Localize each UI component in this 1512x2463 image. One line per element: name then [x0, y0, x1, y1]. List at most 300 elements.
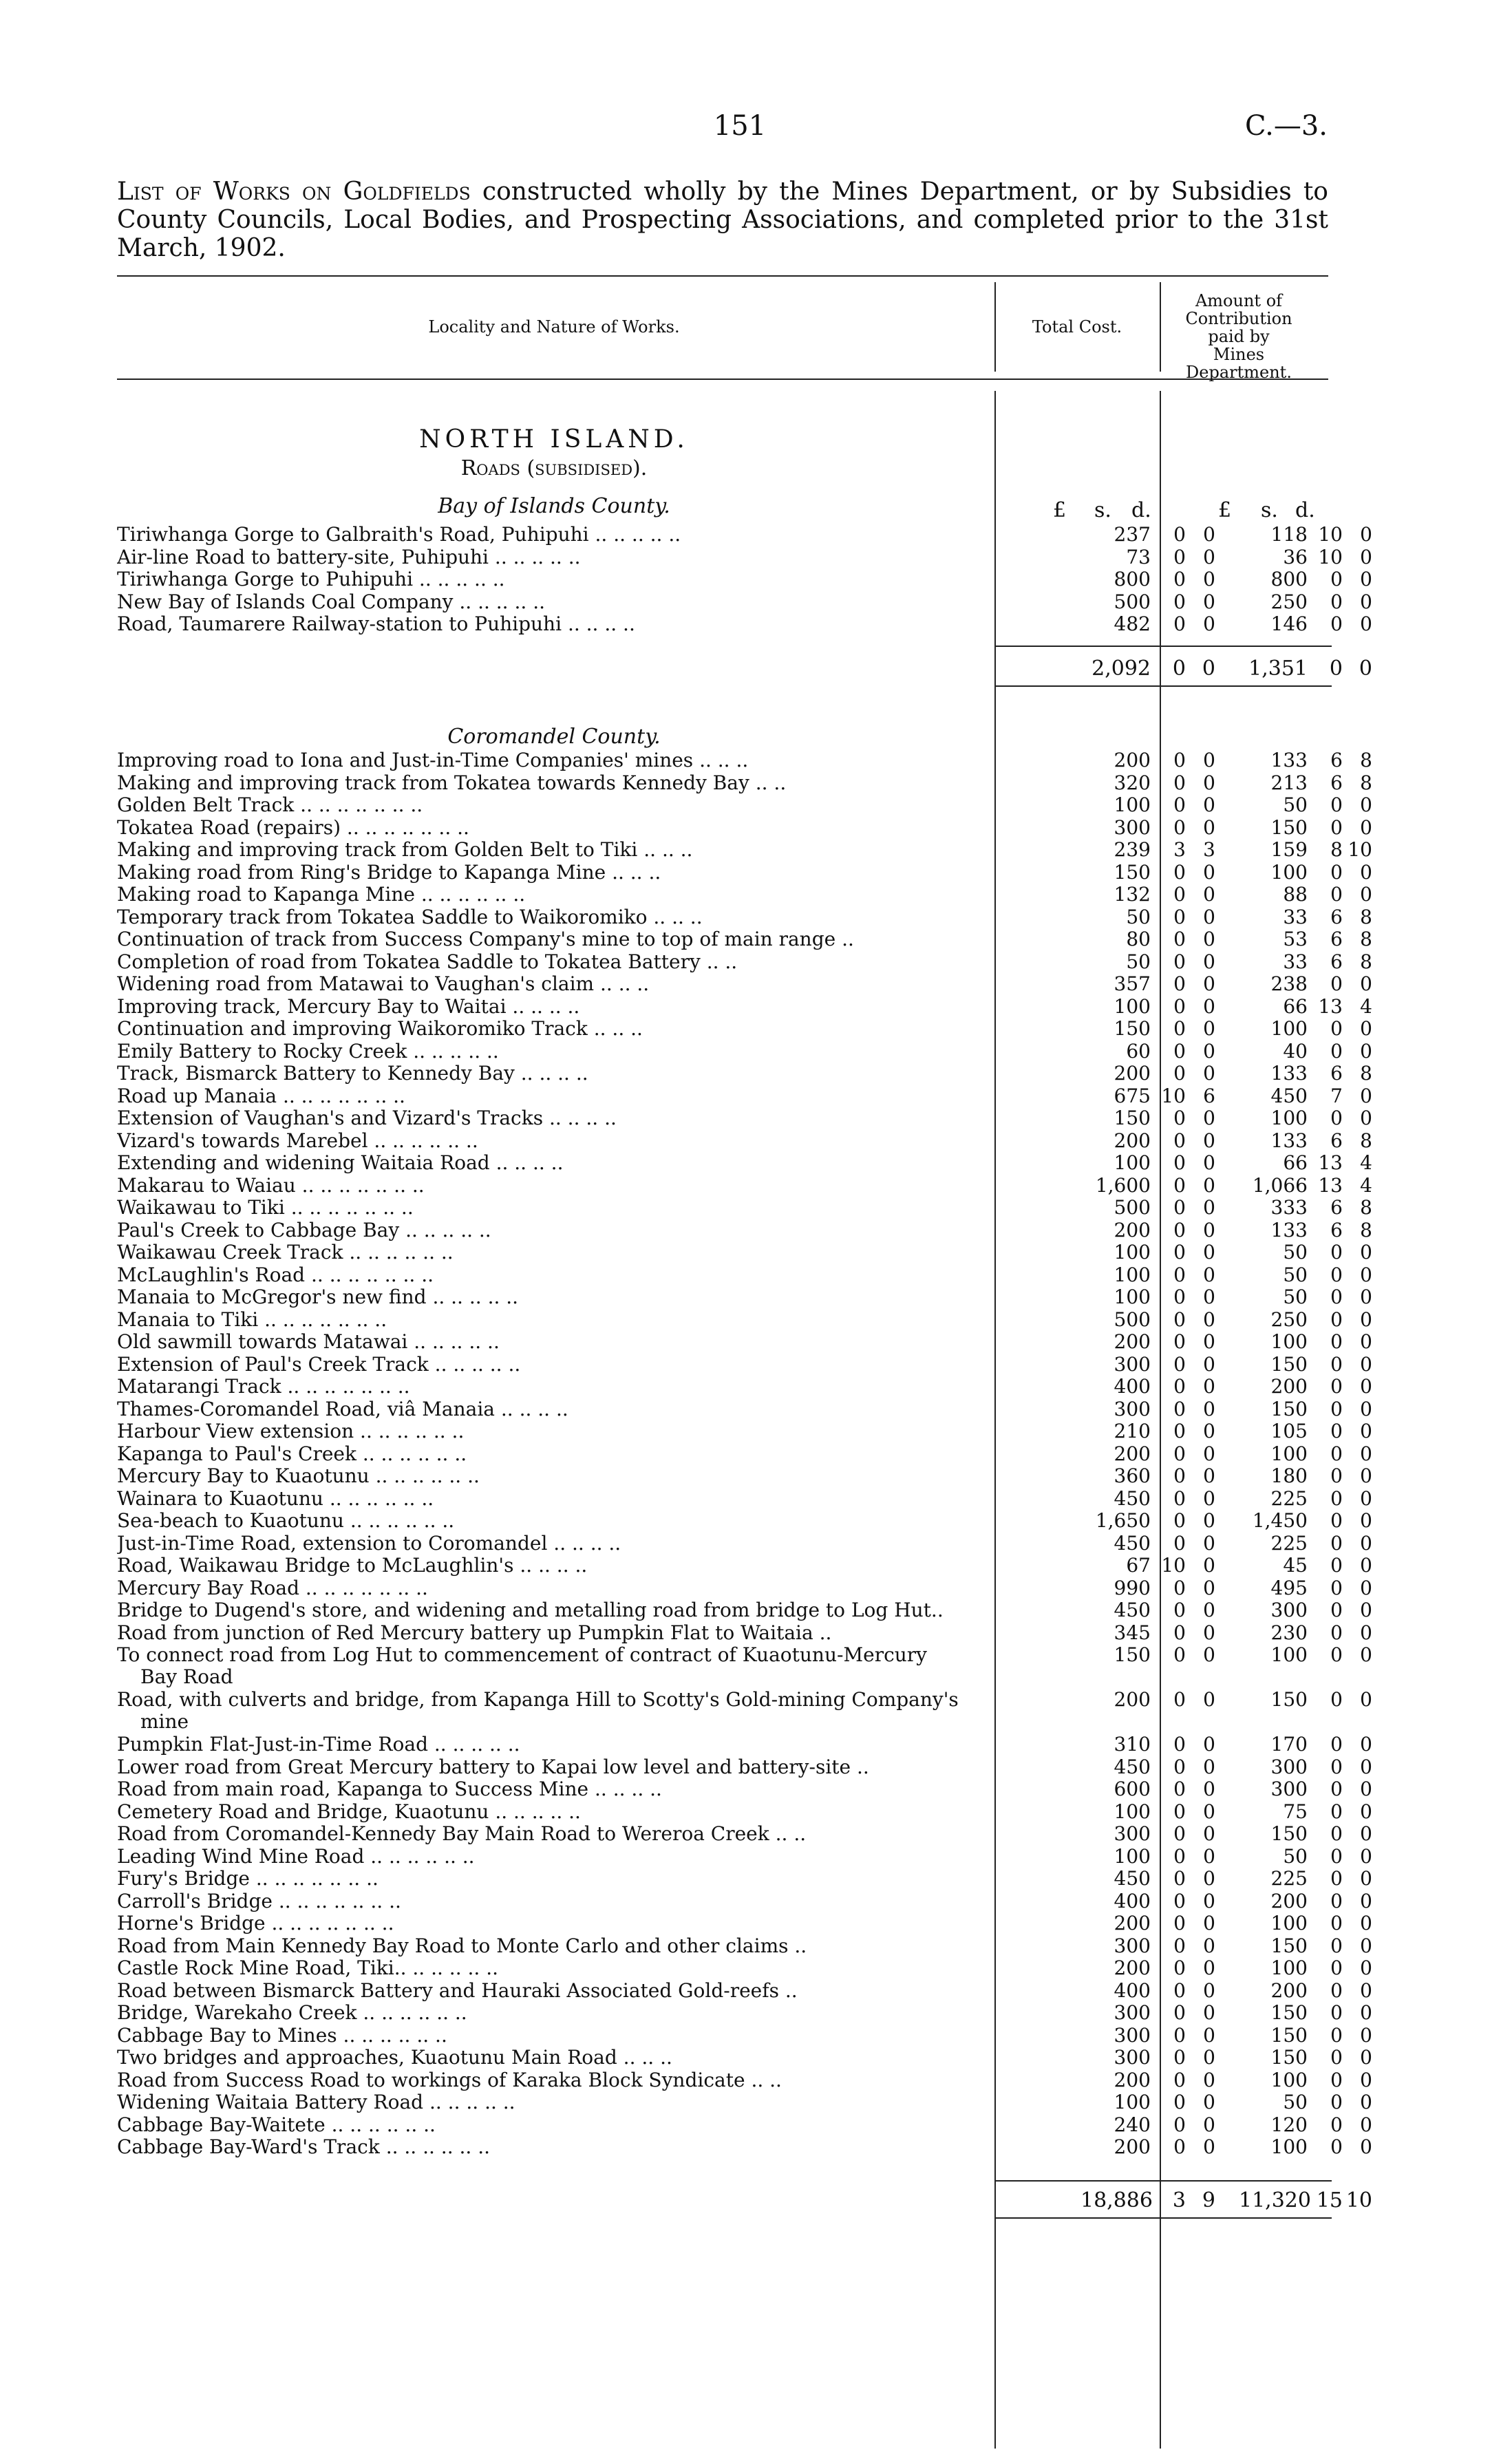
contribution-pounds: 50: [1283, 1286, 1308, 1308]
total-shillings: 0: [1173, 612, 1186, 635]
contribution-shillings: 7: [1330, 1084, 1343, 1107]
total-pence: 0: [1203, 1442, 1215, 1465]
contribution-pounds: 150: [1270, 815, 1308, 839]
work-description: Extension of Vaughan's and Vizard's Tracks .. .. .. ..: [117, 1107, 617, 1129]
contribution-pounds: 100: [1270, 1330, 1308, 1353]
total-shillings: 0: [1173, 928, 1186, 950]
table-row: [117, 2113, 1372, 2137]
table-row: [117, 1263, 1372, 1287]
contribution-pounds: 225: [1270, 1531, 1308, 1555]
total-rule: [994, 2217, 1163, 2219]
total-pence: 0: [1202, 657, 1215, 681]
table-row: [117, 1688, 1372, 1733]
contribution-pence: 0: [1360, 1554, 1372, 1577]
contribution-shillings: 0: [1330, 1688, 1343, 1711]
total-pounds: 2,092: [1092, 657, 1151, 681]
total-pounds: 100: [1114, 1844, 1151, 1868]
table-row: [117, 749, 1372, 772]
work-description: Making road from Ring's Bridge to Kapanga Mine .. .. ..: [117, 861, 661, 884]
contribution-shillings: 0: [1330, 1778, 1343, 1800]
work-description: Continuation and improving Waikoromiko Track .. .. ..: [117, 1018, 643, 1040]
work-description: Mercury Bay to Kuaotunu .. .. .. .. .. ..: [117, 1465, 480, 1487]
county-heading-coromandel: Coromandel County.: [447, 725, 661, 749]
contribution-pence: 0: [1360, 2046, 1372, 2069]
total-pounds: 150: [1114, 860, 1151, 884]
total-pence: 0: [1203, 612, 1215, 635]
total-shillings: 0: [1173, 793, 1186, 816]
work-description: Completion of road from Tokatea Saddle to Tokatea Battery .. ..: [117, 950, 738, 973]
contribution-pence: 0: [1360, 1934, 1372, 1957]
total-shillings: 0: [1173, 2068, 1186, 2091]
table-row: [117, 994, 1372, 1019]
contribution-pounds: 50: [1283, 1241, 1308, 1264]
table-row: [117, 1442, 1372, 1466]
contribution-shillings: 0: [1330, 2135, 1343, 2158]
total-pence: 0: [1203, 1889, 1215, 1912]
total-pounds: 300: [1114, 2023, 1151, 2047]
total-pence: 9: [1202, 2188, 1215, 2213]
contribution-pounds: 1,066: [1252, 1173, 1308, 1197]
work-description: Thames-Coromandel Road, viâ Manaia .. .. .. ..: [117, 1398, 568, 1420]
total-pounds: 50: [1126, 950, 1151, 973]
heading-title: List of Works on Goldfields: [117, 178, 471, 206]
work-description: Vizard's towards Marebel .. .. .. .. .. ..: [117, 1129, 478, 1152]
work-description: Golden Belt Track .. .. .. .. .. .. ..: [117, 794, 423, 816]
total-pence: 0: [1203, 1062, 1215, 1085]
table-header-rule: [117, 378, 1328, 380]
total-pence: 0: [1203, 1621, 1215, 1644]
total-pence: 0: [1203, 1129, 1215, 1152]
contribution-total-pence: 0: [1359, 657, 1372, 681]
contribution-shillings: 0: [1330, 1800, 1343, 1823]
contribution-pounds: 33: [1283, 950, 1308, 973]
total-pence: 0: [1203, 2068, 1215, 2091]
work-description: Bridge, Warekaho Creek .. .. .. .. .. ..: [117, 2002, 467, 2024]
total-pounds: 500: [1114, 590, 1151, 613]
contribution-pounds: 150: [1270, 2001, 1308, 2024]
contribution-pounds: 100: [1270, 860, 1308, 884]
work-description: Harbour View extension .. .. .. .. .. ..: [117, 1420, 465, 1442]
work-description: Cemetery Road and Bridge, Kuaotunu .. .. .. .. ..: [117, 1800, 581, 1823]
contribution-pounds: 225: [1270, 1486, 1308, 1510]
contribution-pence: 0: [1360, 2001, 1372, 2024]
unit-pence: d.: [1131, 498, 1151, 522]
contribution-pounds: 150: [1270, 1934, 1308, 1957]
contribution-pounds: 450: [1270, 1084, 1308, 1107]
contribution-shillings: 6: [1330, 1062, 1343, 1085]
contribution-pounds: 333: [1270, 1196, 1308, 1219]
work-description: Just-in-Time Road, extension to Coromandel .. .. .. ..: [117, 1532, 621, 1555]
contribution-total-pounds: 11,320: [1239, 2188, 1311, 2213]
total-pounds: 357: [1114, 972, 1151, 995]
total-pounds: 320: [1114, 771, 1151, 794]
total-pounds: 200: [1114, 1129, 1151, 1152]
total-shillings: 0: [1173, 1196, 1186, 1219]
total-shillings: 0: [1173, 2091, 1186, 2113]
total-pounds: 67: [1126, 1554, 1151, 1577]
total-shillings: 0: [1173, 523, 1186, 546]
total-pounds: 200: [1114, 2068, 1151, 2091]
total-pounds: 300: [1114, 1397, 1151, 1420]
total-shillings: 10: [1161, 1084, 1186, 1107]
total-pounds: 200: [1114, 2135, 1151, 2158]
total-pounds: 300: [1114, 1822, 1151, 1845]
contribution-shillings: 0: [1330, 860, 1343, 884]
total-pence: 0: [1203, 1464, 1215, 1487]
total-pence: 0: [1203, 1755, 1215, 1778]
contribution-pounds: 250: [1270, 590, 1308, 613]
contribution-shillings: 6: [1330, 928, 1343, 950]
contribution-shillings: 0: [1330, 1241, 1343, 1264]
total-pence: 0: [1203, 523, 1215, 546]
total-pence: 0: [1203, 2023, 1215, 2047]
total-pence: 0: [1203, 2046, 1215, 2069]
work-description: Extension of Paul's Creek Track .. .. .. .. ..: [117, 1353, 521, 1376]
total-pence: 0: [1203, 1352, 1215, 1376]
total-pence: 0: [1203, 545, 1215, 568]
total-pounds: 18,886: [1080, 2188, 1153, 2213]
total-pounds: 200: [1114, 1218, 1151, 1241]
total-pounds: 210: [1114, 1420, 1151, 1442]
contribution-shillings: 0: [1330, 2091, 1343, 2113]
total-shillings: 0: [1173, 815, 1186, 839]
total-pounds: 300: [1114, 815, 1151, 839]
header-divider-1: [994, 282, 996, 372]
total-shillings: 0: [1173, 1442, 1186, 1465]
contribution-pounds: 100: [1270, 2068, 1308, 2091]
total-pounds: 200: [1114, 1956, 1151, 1979]
contribution-shillings: 0: [1330, 1509, 1343, 1532]
table-row: [117, 1464, 1372, 1488]
work-description: Air-line Road to battery-site, Puhipuhi .. .. .. .. ..: [117, 546, 581, 568]
contribution-pounds: 133: [1270, 1218, 1308, 1241]
contribution-shillings: 0: [1330, 2046, 1343, 2069]
total-pounds: 1,600: [1095, 1173, 1151, 1197]
contribution-pounds: 300: [1270, 1778, 1308, 1800]
contribution-pence: 0: [1360, 1979, 1372, 2002]
work-description: Castle Rock Mine Road, Tiki.. .. .. .. .. ..: [117, 1957, 498, 1979]
contribution-pence: 0: [1360, 1464, 1372, 1487]
contribution-pence: 0: [1360, 1778, 1372, 1800]
total-shillings: 0: [1173, 1486, 1186, 1510]
work-description: Manaia to Tiki .. .. .. .. .. .. ..: [117, 1308, 387, 1331]
work-description: New Bay of Islands Coal Company .. .. .. .. ..: [117, 590, 545, 613]
contribution-pence: 0: [1360, 883, 1372, 906]
county-heading-bay-of-islands: Bay of Islands County.: [438, 494, 670, 518]
total-shillings: 0: [1173, 545, 1186, 568]
work-description: Road from Success Road to workings of Karaka Block Syndicate .. ..: [117, 2069, 782, 2091]
unit-pence: d.: [1295, 498, 1315, 522]
work-description: Extending and widening Waitaia Road .. .. .. ..: [117, 1152, 564, 1174]
total-shillings: 0: [1173, 1352, 1186, 1376]
contribution-shillings: 6: [1330, 771, 1343, 794]
contribution-shillings: 0: [1330, 568, 1343, 590]
contribution-pence: 0: [1360, 1107, 1372, 1129]
contribution-shillings: 0: [1330, 1912, 1343, 1934]
contribution-shillings: 0: [1330, 1755, 1343, 1778]
total-pounds: 100: [1114, 1151, 1151, 1174]
total-pounds: 600: [1114, 1778, 1151, 1800]
total-shillings: 0: [1173, 1397, 1186, 1420]
contribution-pence: 0: [1360, 1039, 1372, 1063]
contribution-shillings: 10: [1318, 523, 1343, 546]
total-pounds: 400: [1114, 1889, 1151, 1912]
total-pounds: 360: [1114, 1464, 1151, 1487]
work-description-cont: mine: [140, 1711, 189, 1733]
total-shillings: 0: [1173, 1286, 1186, 1308]
contribution-shillings: 0: [1330, 883, 1343, 906]
table-row: [117, 860, 1372, 884]
contribution-shillings: 0: [1330, 815, 1343, 839]
total-shillings: 0: [1173, 1129, 1186, 1152]
work-description: Making and improving track from Golden Belt to Tiki .. .. ..: [117, 839, 693, 861]
contribution-total-shillings: 15: [1316, 2188, 1343, 2213]
contribution-pounds: 159: [1270, 838, 1308, 861]
total-shillings: 0: [1173, 1218, 1186, 1241]
total-pounds: 240: [1114, 2113, 1151, 2136]
contribution-shillings: 0: [1330, 1956, 1343, 1979]
table-row: [117, 2046, 1372, 2069]
table-row: [117, 1844, 1372, 1868]
contribution-shillings: 0: [1330, 1017, 1343, 1040]
contribution-pence: 0: [1360, 1330, 1372, 1353]
total-pence: 0: [1203, 972, 1215, 995]
total-pounds: 200: [1114, 1442, 1151, 1465]
table-row: [117, 1822, 1372, 1846]
contribution-pounds: 300: [1270, 1755, 1308, 1778]
total-pounds: 80: [1126, 928, 1151, 950]
table-row: [117, 1107, 1372, 1130]
work-description: Road from junction of Red Mercury battery up Pumpkin Flat to Waitaia ..: [117, 1621, 832, 1644]
total-pence: 0: [1203, 1486, 1215, 1510]
work-description: Cabbage Bay-Ward's Track .. .. .. .. .. ..: [117, 2136, 490, 2158]
contribution-pounds: 53: [1283, 928, 1308, 950]
table-row: [117, 1084, 1372, 1108]
work-description: To connect road from Log Hut to commencement of contract of Kuaotunu-Mercury: [117, 1644, 927, 1666]
page-reference: C.—3.: [1244, 110, 1328, 142]
total-shillings: 0: [1173, 1107, 1186, 1129]
total-pence: 0: [1203, 568, 1215, 590]
contribution-pence: 8: [1360, 1196, 1372, 1219]
table-row: [117, 1017, 1372, 1041]
table-row: [117, 1733, 1372, 1756]
total-pence: 0: [1203, 928, 1215, 950]
total-rule: [994, 2180, 1163, 2182]
total-pounds: 60: [1126, 1039, 1151, 1063]
total-shillings: 0: [1173, 1062, 1186, 1085]
contribution-shillings: 6: [1330, 905, 1343, 928]
contribution-pounds: 100: [1270, 1107, 1308, 1129]
work-description: Tiriwhanga Gorge to Galbraith's Road, Puhipuhi .. .. .. .. ..: [117, 524, 681, 546]
total-pence: 0: [1203, 1733, 1215, 1756]
contribution-pence: 4: [1360, 994, 1372, 1018]
unit-shillings: s.: [1261, 498, 1278, 522]
contribution-shillings: 0: [1330, 2023, 1343, 2047]
contribution-pence: 0: [1360, 1241, 1372, 1264]
contribution-pence: 4: [1360, 1173, 1372, 1197]
work-description: Waikawau to Tiki .. .. .. .. .. .. ..: [117, 1197, 414, 1219]
contribution-pence: 0: [1360, 1889, 1372, 1912]
contribution-pence: 0: [1360, 2135, 1372, 2158]
contribution-pounds: 100: [1270, 1912, 1308, 1934]
contribution-pence: 8: [1360, 905, 1372, 928]
total-shillings: 0: [1173, 2001, 1186, 2024]
contribution-pence: 0: [1360, 793, 1372, 816]
total-shillings: 0: [1173, 590, 1186, 613]
work-description: Bridge to Dugend's store, and widening and metalling road from bridge to Log Hut..: [117, 1599, 944, 1621]
work-description: Temporary track from Tokatea Saddle to Waikoromiko .. .. ..: [117, 906, 703, 928]
contribution-pounds: 40: [1283, 1039, 1308, 1063]
contribution-shillings: 6: [1330, 950, 1343, 973]
total-shillings: 0: [1173, 905, 1186, 928]
contribution-pounds: 150: [1270, 2046, 1308, 2069]
contribution-pence: 0: [1360, 545, 1372, 568]
total-shillings: 3: [1173, 838, 1186, 861]
total-pence: 0: [1203, 2001, 1215, 2024]
total-pounds: 500: [1114, 1196, 1151, 1219]
subtotal-rule: [1160, 646, 1332, 647]
total-shillings: 0: [1173, 1755, 1186, 1778]
contribution-pence: 0: [1360, 1352, 1372, 1376]
work-description: Cabbage Bay-Waitete .. .. .. .. .. ..: [117, 2113, 436, 2136]
work-description: Sea-beach to Kuaotunu .. .. .. .. .. ..: [117, 1510, 455, 1532]
work-description: Cabbage Bay to Mines .. .. .. .. .. ..: [117, 2024, 447, 2047]
table-row: [117, 972, 1372, 996]
contribution-shillings: 0: [1330, 1867, 1343, 1890]
contribution-pounds: 50: [1283, 1844, 1308, 1868]
contribution-pounds: 170: [1270, 1733, 1308, 1756]
work-description: Manaia to McGregor's new find .. .. .. .. ..: [117, 1286, 519, 1308]
contribution-pence: 0: [1360, 1643, 1372, 1666]
work-description: Kapanga to Paul's Creek .. .. .. .. .. ..: [117, 1442, 467, 1465]
total-pounds: 100: [1114, 994, 1151, 1018]
contribution-pounds: 133: [1270, 749, 1308, 771]
table-row: [117, 2135, 1372, 2159]
total-shillings: 0: [1173, 1017, 1186, 1040]
work-description: Horne's Bridge .. .. .. .. .. .. ..: [117, 1912, 394, 1934]
table-row: [117, 838, 1372, 862]
contribution-pounds: 100: [1270, 1643, 1308, 1666]
contribution-pounds: 300: [1270, 1599, 1308, 1621]
table-row: [117, 1241, 1372, 1264]
contribution-total-pounds: 1,351: [1248, 657, 1308, 681]
contribution-pounds: 45: [1283, 1554, 1308, 1577]
table-row: [117, 1554, 1372, 1577]
total-pounds: 237: [1114, 523, 1151, 546]
table-row: [117, 568, 1372, 591]
contribution-pounds: 238: [1270, 972, 1308, 995]
total-pounds: 100: [1114, 1286, 1151, 1308]
total-pounds: 450: [1114, 1599, 1151, 1621]
table-row: [117, 771, 1372, 795]
total-shillings: 0: [1173, 1733, 1186, 1756]
work-description: Two bridges and approaches, Kuaotunu Main Road .. .. ..: [117, 2047, 672, 2069]
total-pounds: 100: [1114, 1263, 1151, 1286]
table-row: [117, 1196, 1372, 1219]
total-pence: 0: [1203, 1934, 1215, 1957]
total-pence: 0: [1203, 1509, 1215, 1532]
total-pounds: 990: [1114, 1576, 1151, 1599]
table-row: [117, 1956, 1372, 1980]
table-row: [117, 950, 1372, 974]
work-description: Road, Waikawau Bridge to McLaughlin's .. .. .. ..: [117, 1555, 588, 1577]
work-description: Road up Manaia .. .. .. .. .. .. ..: [117, 1085, 405, 1107]
total-shillings: 0: [1173, 1330, 1186, 1353]
work-description-cont: Bay Road: [140, 1666, 233, 1688]
total-pounds: 150: [1114, 1017, 1151, 1040]
contribution-pounds: 180: [1270, 1464, 1308, 1487]
contribution-pence: 0: [1360, 1308, 1372, 1331]
contribution-pence: 8: [1360, 950, 1372, 973]
contribution-pounds: 100: [1270, 1442, 1308, 1465]
table-row: [117, 1867, 1372, 1890]
total-pence: 0: [1203, 1397, 1215, 1420]
work-description: Improving track, Mercury Bay to Waitai .. .. .. ..: [117, 995, 580, 1018]
contribution-pounds: 150: [1270, 1352, 1308, 1376]
work-description: Continuation of track from Success Company's mine to top of main range ..: [117, 928, 854, 950]
contribution-pence: 8: [1360, 1129, 1372, 1152]
work-description: Road between Bismarck Battery and Hauraki Associated Gold-reefs ..: [117, 1979, 798, 2002]
total-shillings: 0: [1173, 749, 1186, 771]
contribution-shillings: 0: [1330, 1397, 1343, 1420]
contribution-shillings: 0: [1330, 1308, 1343, 1331]
contribution-pounds: 495: [1270, 1576, 1308, 1599]
contribution-shillings: 0: [1330, 612, 1343, 635]
table-row: [117, 1778, 1372, 1801]
total-pence: 0: [1203, 590, 1215, 613]
table-row: [117, 1889, 1372, 1913]
total-shillings: 0: [1173, 1375, 1186, 1398]
total-shillings: 0: [1173, 1800, 1186, 1823]
contribution-shillings: 0: [1330, 1107, 1343, 1129]
contribution-pounds: 66: [1283, 994, 1308, 1018]
total-pence: 0: [1203, 1107, 1215, 1129]
total-shillings: 10: [1161, 1554, 1186, 1577]
work-description: Carroll's Bridge .. .. .. .. .. .. ..: [117, 1890, 401, 1912]
total-pounds: 310: [1114, 1733, 1151, 1756]
contribution-pounds: 66: [1283, 1151, 1308, 1174]
contribution-pence: 0: [1360, 1599, 1372, 1621]
work-description: Tokatea Road (repairs) .. .. .. .. .. .. ..: [117, 816, 469, 839]
total-pounds: 100: [1114, 1241, 1151, 1264]
contribution-pence: 0: [1360, 1912, 1372, 1934]
total-pounds: 300: [1114, 2001, 1151, 2024]
table-row: [117, 1129, 1372, 1153]
table-row: [117, 1934, 1372, 1958]
contribution-pence: 0: [1360, 568, 1372, 590]
work-description: Matarangi Track .. .. .. .. .. .. ..: [117, 1376, 410, 1398]
table-row: [117, 1039, 1372, 1063]
work-description: Road from Main Kennedy Bay Road to Monte Carlo and other claims ..: [117, 1934, 807, 1957]
total-pounds: 200: [1114, 1062, 1151, 1085]
contribution-pence: 8: [1360, 1062, 1372, 1085]
total-shillings: 0: [1173, 2046, 1186, 2069]
table-row: [117, 1286, 1372, 1309]
total-pounds: 200: [1114, 1912, 1151, 1934]
table-row: [117, 2068, 1372, 2092]
total-pence: 0: [1203, 1308, 1215, 1331]
table-row: [117, 1330, 1372, 1354]
contribution-pence: 0: [1360, 1397, 1372, 1420]
contribution-shillings: 0: [1330, 1889, 1343, 1912]
coromandel-total: [117, 2188, 1372, 2213]
work-description: McLaughlin's Road .. .. .. .. .. .. ..: [117, 1264, 434, 1286]
total-pounds: 73: [1126, 545, 1151, 568]
total-shillings: 0: [1173, 2135, 1186, 2158]
contribution-shillings: 0: [1330, 972, 1343, 995]
work-description: Makarau to Waiau .. .. .. .. .. .. ..: [117, 1174, 425, 1197]
bay-of-islands-total: [117, 657, 1372, 681]
